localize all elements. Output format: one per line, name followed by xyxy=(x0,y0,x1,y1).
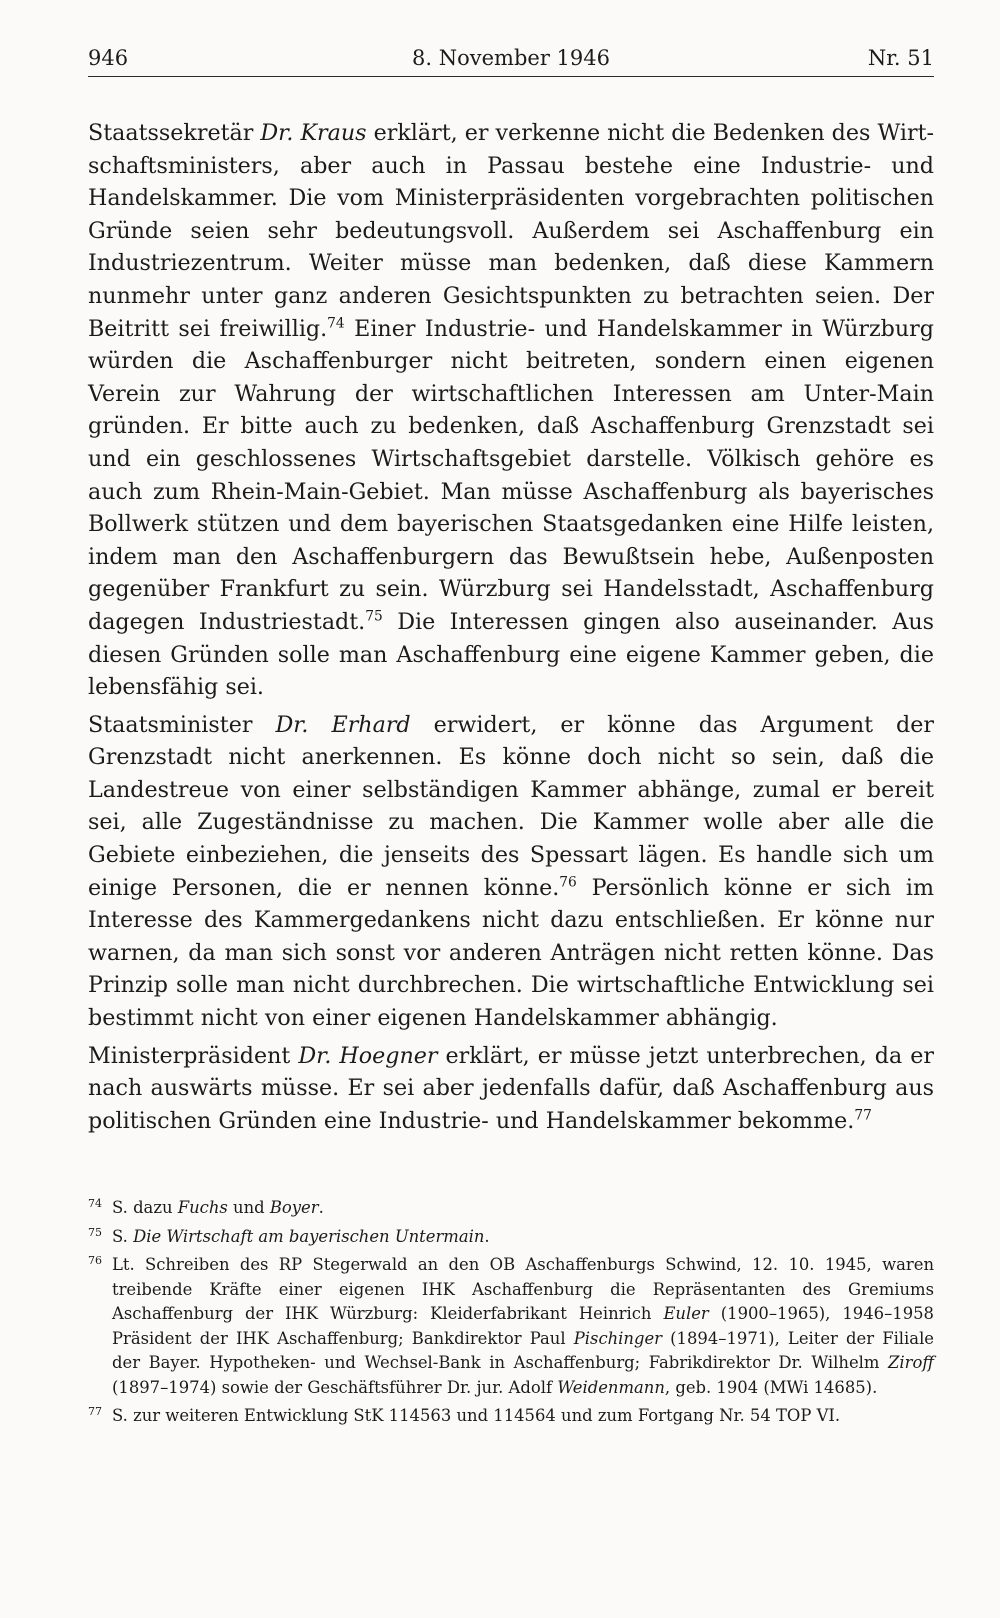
text-run: und xyxy=(227,1198,270,1217)
footnotes xyxy=(88,1196,934,1433)
person-name: Weidenmann xyxy=(557,1377,665,1397)
footnote-ref[interactable]: 77 xyxy=(854,1107,872,1124)
footnote-number: 77 xyxy=(88,1405,102,1418)
text-run: S. dazu xyxy=(112,1198,178,1217)
text-run: . xyxy=(318,1198,324,1217)
speaker-name: Dr. Hoegner xyxy=(298,1042,438,1069)
footnote-75 xyxy=(88,1225,934,1250)
text-run: erklärt, er müsse jetzt unterbrechen, da er nach auswärts müsse. Er sei aber jedenfalls dafür, daß Aschaffenburg aus politischen Gründen eine Industrie- und Handelskammer bekomme. xyxy=(88,1042,934,1134)
speaker-name: Dr. Kraus xyxy=(260,120,367,146)
person-name: Euler xyxy=(663,1304,709,1323)
text-run: S. xyxy=(112,1226,134,1246)
author-name: Boyer xyxy=(269,1198,319,1217)
footnote-ref[interactable]: 76 xyxy=(559,874,577,891)
header-date: 8. November 1946 xyxy=(412,46,610,70)
text-run: Persönlich könne er sich im Interesse des Kammergedankens nicht dazu entschließen. Er könne nur warnen, da man sich sonst vor anderen Anträgen nicht retten könne. Das Prinzip solle man nicht durchbrechen. Die wirtschaftliche Entwicklung sei bestimmt nicht von einer eigenen Handelskammer abhängig. xyxy=(88,874,934,1032)
footnote-ref[interactable]: 75 xyxy=(365,608,383,625)
speaker-name: Dr. Erhard xyxy=(275,711,411,738)
author-name: Fuchs xyxy=(177,1198,228,1217)
text-run: (1897–1974) sowie der Geschäftsführer Dr. jur. Adolf xyxy=(112,1377,558,1397)
text-run: Staatssekretär xyxy=(88,120,261,146)
text-run: , geb. 1904 (MWi 14685). xyxy=(664,1377,878,1397)
person-name: Ziroff xyxy=(888,1353,934,1372)
text-run: Die Interessen gingen also auseinander. Aus diesen Gründen solle man Aschaffenburg eine eigene Kammer geben, die lebensfähig sei. xyxy=(88,608,934,701)
footnote-number: 76 xyxy=(88,1254,102,1267)
footnote-77 xyxy=(88,1404,934,1429)
paragraph-kraus xyxy=(88,117,934,704)
footnote-76 xyxy=(88,1253,934,1400)
text-run: Lt. Schreiben des RP Stegerwald an den OB Aschaffenburgs Schwind, 12. 10. 1945, waren treibende Kräfte einer eigenen IHK Aschaffenburg die Repräsentanten des Gremiums Aschaffenburg der IHK Würzburg: Kleiderfabrikant Heinrich xyxy=(112,1255,934,1323)
text-run: . xyxy=(484,1226,490,1246)
page-header xyxy=(88,46,934,77)
paragraph-hoegner xyxy=(88,1040,934,1138)
text-run: (1894–1971), Leiter der Filiale der Bayer. Hypotheken- und Wechsel-Bank in Aschaffenburg; Fabrikdirektor Dr. Wilhelm xyxy=(112,1328,935,1372)
footnote-number: 74 xyxy=(88,1197,102,1210)
text-run: erklärt, er verkenne nicht die Bedenken des Wirtschaftsministers, aber auch in Passau bestehe eine Industrie- und Handelskammer. Die vom Ministerpräsidenten vorgebrachten politischen Gründe seien sehr bedeutungsvoll. Außerdem sei Aschaffenburg ein Industriezentrum. Weiter müsse man bedenken, daß diese Kammern nunmehr unter ganz anderen Gesichtspunkten zu betrachten seien. Der Beitritt sei freiwillig. xyxy=(88,120,934,342)
text-run: S. zur weiteren Entwicklung StK 114563 und 114564 und zum Fortgang Nr. 54 TOP VI. xyxy=(112,1406,841,1425)
text-run: Ministerpräsident xyxy=(88,1042,299,1069)
person-name: Pischinger xyxy=(573,1328,663,1348)
text-run: Staatsminister xyxy=(88,711,276,738)
footnote-number: 75 xyxy=(88,1225,102,1239)
text-run: (1900–1965), 1946–1958 Präsident der IHK Aschaffenburg; Bankdirektor Paul xyxy=(112,1304,934,1348)
paragraph-erhard xyxy=(88,709,934,1035)
footnote-74 xyxy=(88,1196,934,1221)
footnote-ref[interactable]: 74 xyxy=(327,315,345,332)
main-text xyxy=(88,117,934,1142)
page-number: 946 xyxy=(88,46,129,70)
issue-number: Nr. 51 xyxy=(867,46,934,70)
text-run: Einer Industrie- und Handelskammer in Würzburg würden die Aschaffenburger nicht beitreten, sondern einen eigenen Verein zur Wahrung der wirtschaftlichen Interessen am Unter-Main gründen. Er bitte auch zu bedenken, daß Aschaffenburg Grenzstadt sei und ein geschlossenes Wirtschaftsgebiet darstelle. Völkisch gehöre es auch zum Rhein-Main-Gebiet. Man müsse Aschaffenburg als bayerisches Bollwerk stützen und dem bayerischen Staatsgedanken eine Hilfe leisten, indem man den Aschaffenburgern das Bewußtsein hebe, Außenposten gegenüber Frankfurt zu sein. Würzburg sei Handelsstadt, Aschaffenburg dagegen Industriestadt. xyxy=(88,315,934,635)
text-run: erwidert, er könne das Argument der Grenzstadt nicht anerkennen. Es könne doch nicht so sein, daß die Landestreue von einer selbständigen Kammer abhänge, zumal er bereit sei, alle Zugeständnisse zu machen. Die Kammer wolle aber alle die Gebiete einbeziehen, die jenseits des Spessart lägen. Es handle sich um einige Personen, die er nennen könne. xyxy=(88,711,934,901)
work-title: Die Wirtschaft am bayerischen Untermain xyxy=(133,1226,485,1246)
